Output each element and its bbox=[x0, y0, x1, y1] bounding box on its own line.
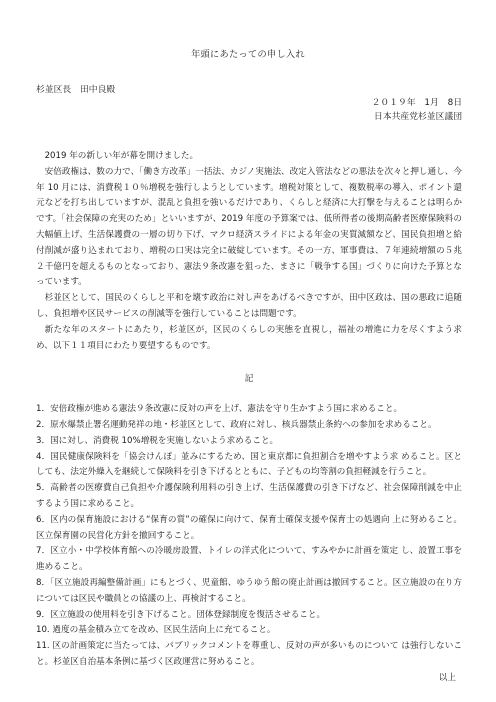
sender-organization: 日本共産党杉並区議団 bbox=[374, 112, 462, 122]
request-list bbox=[36, 402, 462, 686]
item-text: 「区立施設再編整備計画」にもとづく、児童館、ゆうゆう館の廃止計画は撤回すること。区立施設の在り方については区民や職員との協議の上、再検討すること。 bbox=[36, 577, 463, 604]
item-text: 国民健康保険料を「協会けんぽ」並みにするため、国と東京都に負担割合を増やすよう求 めること。区としても、法定外繰入を継続して保険料を引き下げるとともに、子どもの均等割の負担軽減を行うこと。 bbox=[36, 451, 463, 478]
item-text: 区の計画策定に当たっては、パブリックコメントを尊重し、反対の声が多いものについて は強行しないこと。杉並区自治基本条例に基づく区政運営に努めること。 bbox=[36, 641, 462, 667]
body-paragraph: 杉並区として、国民のくらしと平和を壊す政治に対し声をあげるべきですが、田中区政は、国の悪政に追随し、負担増や区民サービスの削減等を強行していることは問題です。 bbox=[36, 293, 462, 319]
document-body bbox=[36, 149, 462, 687]
body-paragraph: 新たな年のスタートにあたり，杉並区が，区民のくらしの実態を直視し，福祉の増進に力を尽くすよう求め、以下１１項目にわたり要望するものです。 bbox=[36, 324, 462, 351]
list-item bbox=[36, 623, 462, 639]
list-item bbox=[36, 402, 462, 418]
addressee: 杉並区長 田中良殿 bbox=[36, 85, 116, 95]
item-number: 6． bbox=[36, 514, 51, 525]
item-number: 11. bbox=[36, 641, 53, 652]
list-item bbox=[36, 450, 462, 482]
list-item bbox=[36, 576, 462, 608]
list-item bbox=[36, 434, 462, 450]
item-text: 原水爆禁止署名運動発祥の地・杉並区として、政府に対し、核兵器禁止条約への参加を求めること。 bbox=[50, 419, 437, 430]
list-item bbox=[36, 481, 462, 513]
item-text: 国に対し、消費税 10%増税を実施しないよう求めること。 bbox=[50, 435, 279, 446]
item-number: 9． bbox=[36, 609, 51, 620]
closing-mark: 以上 bbox=[438, 672, 456, 683]
section-marker: 記 bbox=[244, 374, 254, 385]
list-item bbox=[36, 544, 462, 576]
item-number: 3． bbox=[36, 435, 51, 446]
document-date: ２０１９年 1月 8日 bbox=[371, 98, 462, 108]
item-number: 10. bbox=[36, 625, 53, 636]
item-number: 4． bbox=[36, 451, 51, 462]
body-paragraph: 2019 年の新しい年が幕を開けました。 bbox=[44, 151, 199, 161]
item-number: 2． bbox=[36, 419, 51, 430]
list-item bbox=[36, 608, 462, 624]
document-title: 年頭にあたっての申し入れ bbox=[191, 49, 305, 60]
item-number: 1． bbox=[36, 404, 51, 415]
list-item bbox=[36, 513, 462, 545]
item-text: 区立小・中学校体育館への冷暖房設置、トイレの洋式化について、すみやかに計画を策定 し、設置工事を進めること。 bbox=[36, 546, 462, 573]
item-text: 安倍政権が進める憲法９条改憲に反対の声を上げ、憲法を守り生かすよう国に求めること。 bbox=[50, 404, 403, 415]
item-number: 8． bbox=[36, 577, 51, 588]
item-text: 過度の基金積み立てを改め、区民生活向上に充てること。 bbox=[52, 625, 276, 636]
item-number: 7． bbox=[36, 546, 51, 557]
list-item bbox=[36, 639, 462, 671]
item-number: 5． bbox=[36, 483, 51, 494]
list-item bbox=[36, 418, 462, 434]
item-text: 区立施設の使用料を引き下げること。団体登録制度を復活させること。 bbox=[50, 609, 326, 620]
item-text: 高齢者の医療費自己負担や介護保険利用料の引き上げ、生活保護費の引き下げなど、社会保障削減を中止するよう国に求めること。 bbox=[36, 483, 462, 509]
item-text: 区内の保育施設における“保育の質”の確保に向けて、保育士確保支援や保育士の処遇向 上に努めること。区立保育園の民営化方針を撤回すること。 bbox=[36, 514, 463, 541]
body-paragraph: 安倍政権は、数の力で、「働き方改革」一括法、カジノ実施法、改定入管法などの悪法を次々と押し通し、今年 10 月には、消費税１０％増税を強行しようとしています。増税対策として、複数税率の導入、ポイント還元などを打ち出していますが、混乱と負担を強いるだけであり、くらしと経済に大打撃を与えることは明らかです。「社会保障の充実のため」といいますが、2019 年度の予算案では、低所得者の後期高齢者医療保険料の大幅値上げ、生活保護費の一層の切り下げ、マクロ経済スライドによる年金の実質減額など、国民負担増と給付削減が盛り込まれており、増税の口実は完全に破綻しています。その一方、軍事費は、７年連続増額の５兆２千億円を超えるものとなっており、憲法９条改憲を狙った、まさに「戦争する国」づくりに向けた予算となっています。 bbox=[36, 166, 462, 288]
